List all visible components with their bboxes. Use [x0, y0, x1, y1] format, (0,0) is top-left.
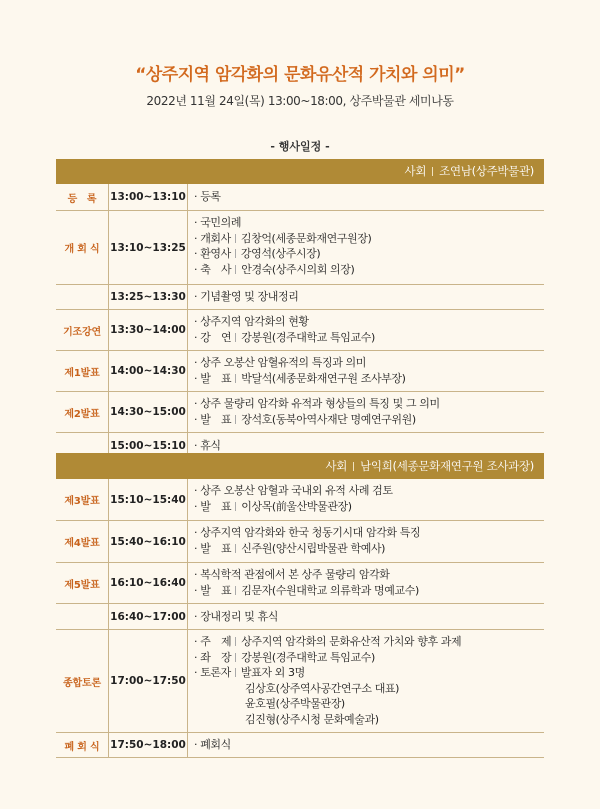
- row-label: [56, 285, 108, 309]
- schedule-row: [56, 392, 544, 433]
- schedule-row: [56, 604, 544, 630]
- row-desc: · 폐회식: [194, 738, 231, 751]
- row-label: 개 회 식: [64, 244, 100, 255]
- row-label: 제1발표: [64, 367, 100, 379]
- row-time: 16:40~17:00: [108, 604, 188, 629]
- row-time: 15:00~15:10: [108, 433, 188, 458]
- row-time: 13:25~13:30: [108, 285, 188, 309]
- row-time: 13:10~13:25: [108, 211, 188, 284]
- row-desc: · 기념촬영 및 장내정리: [194, 290, 299, 303]
- event-date-venue: 2022년 11월 24일(목) 13:00~18:00, 상주박물관 세미나동: [146, 94, 454, 108]
- row-desc: · 휴식: [194, 439, 221, 452]
- host-name: 조연남(상주박물관): [439, 164, 534, 178]
- schedule-row: [56, 479, 544, 521]
- schedule-row: [56, 733, 544, 758]
- row-desc: · 상주지역 암각화와 한국 청동기시대 암각화 특징 · 발 표 신주원(양산시립박물관 학예사): [194, 526, 421, 555]
- row-desc: · 국민의례 · 개회사 김창억(세종문화재연구원장) · 환영사 강영석(상주시장) · 축 사 안경숙(상주시의회 의장): [194, 216, 372, 276]
- row-desc: · 상주지역 암각화의 현황 · 강 연 강봉원(경주대학교 특임교수): [194, 315, 375, 344]
- host-role: 사회: [325, 459, 348, 473]
- row-time: 15:40~16:10: [108, 521, 188, 562]
- row-desc: · 상주 오봉산 암혈유적의 특징과 의미 · 발 표 박달석(세종문화재연구원 조사부장): [194, 356, 406, 385]
- schedule-table-part-1: [56, 159, 544, 458]
- row-label: 기조강연: [63, 326, 101, 338]
- schedule-row: [56, 521, 544, 563]
- schedule-row: [56, 285, 544, 310]
- host-role: 사회: [404, 164, 427, 178]
- row-time: 17:00~17:50: [108, 630, 188, 732]
- row-label: 종합토론: [63, 677, 101, 689]
- schedule-row: [56, 184, 544, 211]
- row-desc: · 등록: [194, 190, 221, 203]
- row-desc: · 상주 물량리 암각화 유적과 형상들의 특징 및 그 의미 · 발 표 장석호(동북아역사재단 명예연구위원): [194, 397, 440, 426]
- row-label: 제3발표: [64, 496, 100, 507]
- row-desc: · 복식학적 관점에서 본 상주 물량리 암각화 · 발 표 김문자(수원대학교 의류학과 명예교수): [194, 568, 419, 597]
- row-time: 14:30~15:00: [108, 392, 188, 432]
- row-time: 14:00~14:30: [108, 351, 188, 391]
- row-label: 제5발표: [64, 579, 100, 591]
- row-time: 13:00~13:10: [108, 184, 188, 210]
- row-desc: · 상주 오봉산 암혈과 국내외 유적 사례 검토 · 발 표 이상목(前울산박물관장): [194, 484, 393, 513]
- row-label: 제2발표: [64, 408, 100, 420]
- row-label: [56, 604, 108, 629]
- row-desc: · 주 제 상주지역 암각화의 문화유산적 가치와 향후 과제 · 좌 장 강봉원(경주대학교 특임교수) · 토론자 발표자 외 3명 김상호(상주역사공간연구소 대표) 윤호필(상주박물관장) 김진형(상주시청 문화예술과): [194, 635, 462, 726]
- row-time: 13:30~14:00: [108, 310, 188, 350]
- schedule-row: [56, 351, 544, 392]
- event-title: “상주지역 암각화의 문화유산적 가치와 의미”: [135, 65, 465, 85]
- host-bar-2: [56, 453, 544, 479]
- schedule-row: [56, 211, 544, 285]
- schedule-heading: - 행사일정 -: [270, 140, 330, 153]
- host-name: 남익희(세종문화재연구원 조사과장): [360, 459, 534, 473]
- row-time: 16:10~16:40: [108, 563, 188, 603]
- row-label: 폐 회 식: [64, 741, 100, 753]
- row-desc: · 장내정리 및 휴식: [194, 610, 278, 623]
- row-time: 17:50~18:00: [108, 733, 188, 757]
- schedule-table-part-2: [56, 453, 544, 758]
- schedule-row: [56, 563, 544, 604]
- schedule-row: [56, 310, 544, 351]
- row-time: 15:10~15:40: [108, 479, 188, 520]
- host-bar-1: [56, 159, 544, 184]
- row-label: 등 록: [67, 193, 97, 205]
- schedule-row: [56, 630, 544, 733]
- row-label: 제4발표: [64, 538, 100, 549]
